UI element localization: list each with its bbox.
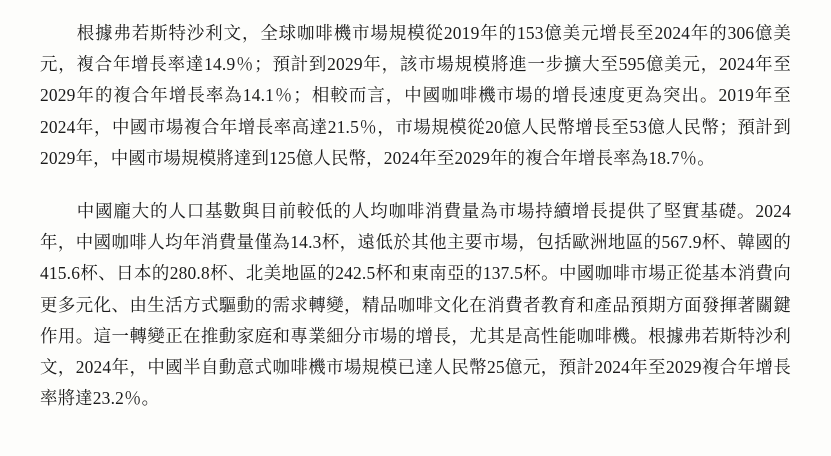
paragraph-text: 中國龐大的人口基數與目前較低的人均咖啡消費量為市場持續增長提供了堅實基礎。2024年，中國咖啡人均年消費量僅為14.3杯，遠低於其他主要市場，包括歐洲地區的567.9杯、韓國的415.6杯、日本的280.8杯、北美地區的242.5杯和東南亞的137.5杯。中國咖啡市場正從基本消費向更多元化、由生活方式驅動的需求轉變，精品咖啡文化在消費者教育和產品預期方面發揮著關鍵作用。這一轉變正在推動家庭和專業細分市場的增長，尤其是高性能咖啡機。根據弗若斯特沙利文，2024年，中國半自動意式咖啡機市場規模已達人民幣25億元，預計2024年至2029複合年增長率將達23.2％。	[40, 201, 791, 409]
paragraph-consumption	[40, 196, 791, 414]
paragraph-text: 根據弗若斯特沙利文，全球咖啡機市場規模從2019年的153億美元增長至2024年的306億美元，複合年增長率達14.9％；預計到2029年，該市場規模將進一步擴大至595億美元，2024年至2029年的複合年增長率為14.1％；相較而言，中國咖啡機市場的增長速度更為突出。2019年至2024年，中國市場複合年增長率高達21.5％，市場規模從20億人民幣增長至53億人民幣；預計到2029年，中國市場規模將達到125億人民幣，2024年至2029年的複合年增長率為18.7％。	[40, 23, 791, 168]
paragraph-market-size	[40, 18, 791, 174]
